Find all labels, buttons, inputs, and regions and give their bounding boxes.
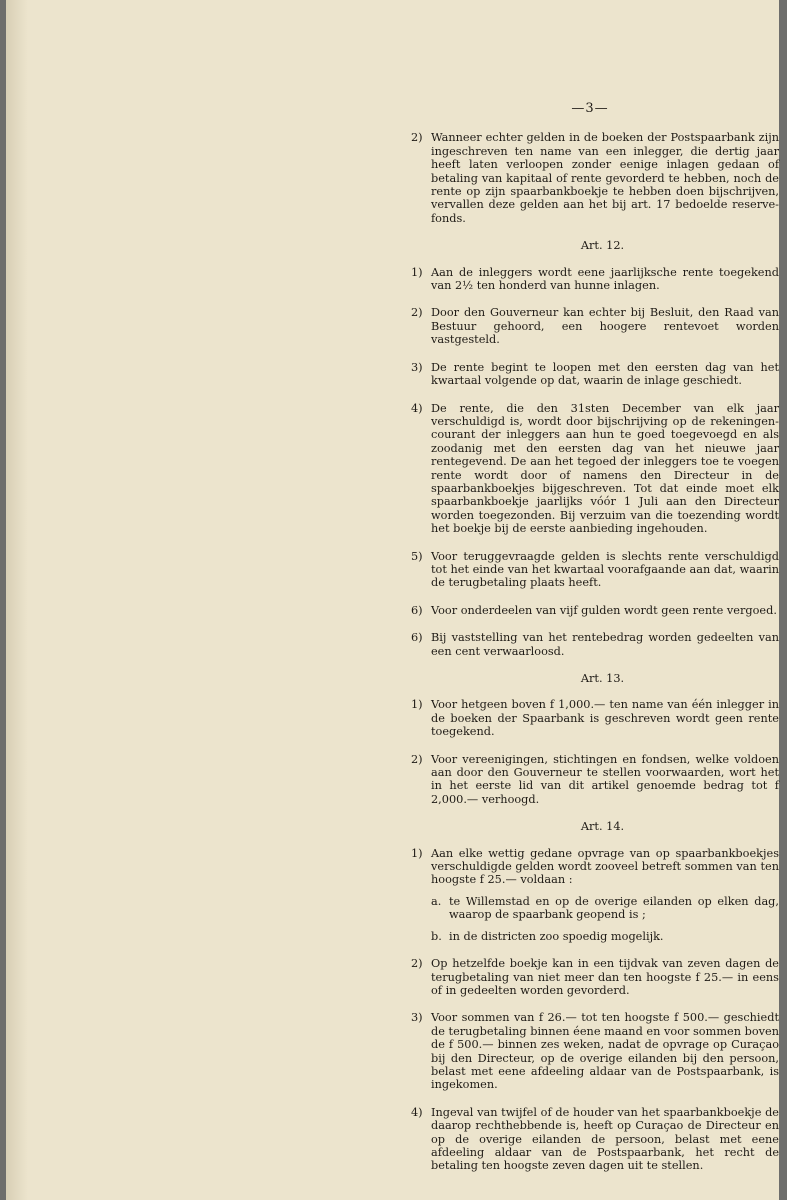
paragraph [401,957,779,997]
paragraph-number: 2) [411,957,423,971]
paragraph-number: 3) [411,360,423,374]
paragraph-list [401,131,779,1172]
sub-item-text: in de districten zoo spoedig mogelijk. [449,929,664,943]
paragraph-text: Voor hetgeen boven f 1,000.— ten name van één inlegger in de boeken der Spaarbank is geschreven wordt geen rente toegekend. [431,698,779,739]
paragraph-body [431,306,779,346]
paragraph [401,604,779,617]
sub-item-text: te Willemstad en op de overige eilanden op elken dag, waarop de spaarbank geopend is ; [449,894,779,922]
paragraph [401,306,779,346]
paragraph-text: Op hetzelfde boekje kan in een tijdvak van zeven dagen de terugbetaling van niet meer dan ten hoogste f 25.— in eens of in gedeelten worden gevorderd. [431,957,779,997]
paragraph-number: 6) [411,603,423,617]
paragraph-body [431,698,779,738]
paragraph-text: De rente, die den 31sten December van elk jaar verschuldigd is, wordt door bijschrijving op de rekeningen-courant der inleggers aan hun te goed toegevoegd en als zoodanig met den eersten dag van het nieuwe jaar rentegevend. De aan het tegoed der inleggers toe te voegen rente wordt door of namens den Directeur in de spaarbankboekjes bijgeschreven. Tot dat einde moet elk spaarbankboekje jaarlijks vóór 1 Juli aan den Directeur worden toegezonden. Bij verzuim van die toezending wordt het boekje bij de eerste aanbieding ingehouden. [431,401,779,536]
paragraph-body [431,1011,779,1091]
paragraph [401,402,779,536]
paragraph-number: 1) [411,846,423,860]
paragraph-body [431,266,779,293]
paragraph [401,847,779,943]
paragraph-body [431,402,779,536]
paragraph-text: Door den Gouverneur kan echter bij Besluit, den Raad van Bestuur gehoord, een hoogere rentevoet worden vastgesteld. [431,306,779,347]
paragraph [401,131,779,225]
article-heading: Art. 13. [580,672,625,685]
paragraph-number: 3) [411,1011,423,1025]
page-content [401,102,779,1187]
paragraph-number: 5) [411,549,423,563]
paragraph-body [431,131,779,225]
paragraph-text: Bij vaststelling van het rentebedrag worden gedeelten van een cent verwaarloosd. [431,631,779,658]
paragraph-number: 4) [411,401,423,415]
page-number: —3— [571,101,609,116]
paragraph-number: 2) [411,131,423,145]
paragraph-body [431,1106,779,1173]
paragraph-text: Voor sommen van f 26.— tot ten hoogste f 500.— geschiedt de terugbetaling binnen éene maand en voor sommen boven de f 500.— binnen zes weken, nadat de opvrage op Curaçao bij den Directeur, op de overige eilanden bij den persoon, belast met eene afdeeling aldaar van de Postspaarbank, is ingekomen. [431,1011,779,1092]
paragraph-number: 2) [411,752,423,766]
paragraph-text: De rente begint te loopen met den eersten dag van het kwartaal volgende op dat, waarin de inlage geschiedt. [431,360,779,388]
paragraph [401,550,779,590]
paragraph [401,698,779,738]
paragraph-text: Voor onderdeelen van vijf gulden wordt geen rente vergoed. [431,603,777,617]
paragraph-text: Voor teruggevraagde gelden is slechts rente verschuldigd tot het einde van het kwartaal voorafgaande aan dat, waarin de terugbetaling plaats heeft. [431,549,779,590]
paragraph [401,631,779,658]
paragraph-number: 1) [411,698,423,712]
sub-item [431,930,779,943]
article-heading: Art. 14. [580,820,625,834]
paragraph-text: Aan de inleggers wordt eene jaarlijksche rente toegekend van 2½ ten honderd van hunne inlagen. [431,265,779,293]
paragraph-body [431,957,779,997]
paragraph [401,1011,779,1091]
paragraph-body [431,753,779,807]
paragraph-body [431,847,779,943]
paragraph-number: 6) [411,631,423,645]
document-page [6,0,779,1200]
sub-item-label: a. [431,894,442,908]
paragraph-text: Wanneer echter gelden in de boeken der Postspaarbank zijn ingeschreven ten name van een inlegger, die dertig jaar heeft laten verloopen zonder eenige inlagen gedaan of betaling van kapitaal of rente gevorderd te hebben, noch de rente op zijn spaarbankboekje te hebben doen bijschrijven, vervallen deze gelden aan het bij art. 17 bedoelde reserve-fonds. [431,131,779,225]
paragraph-number: 2) [411,306,423,320]
paragraph-text: Aan elke wettig gedane opvrage van op spaarbankboekjes verschuldigde gelden wordt zooveel betreft sommen van ten hoogste f 25.— voldaan : [431,846,779,887]
paragraph [401,1106,779,1173]
sub-item [431,895,779,922]
paragraph-body [431,550,779,590]
article-heading: Art. 12. [580,239,625,253]
paragraph [401,361,779,388]
paragraph [401,266,779,293]
paragraph-number: 4) [411,1105,423,1119]
paragraph-text: Ingeval van twijfel of de houder van het spaarbankboekje de daarop rechthebbende is, heeft op Curaçao de Directeur en op de overige eilanden de persoon, belast met eene afdeeling aldaar van de Postspaarbank, het recht de betaling ten hoogste zeven dagen uit te stellen. [431,1105,779,1173]
paragraph-text: Voor vereenigingen, stichtingen en fondsen, welke voldoen aan door den Gouverneur te stellen voorwaarden, wort het in het eerste lid van dit artikel genoemde bedrag tot f 2,000.— verhoogd. [431,752,779,806]
paragraph-body [431,361,779,388]
paragraph-number: 1) [411,265,423,279]
paragraph-body [431,604,779,617]
page-binding-edge [6,0,28,1200]
paragraph-body [431,631,779,658]
paragraph [401,753,779,807]
sub-item-label: b. [431,929,442,943]
